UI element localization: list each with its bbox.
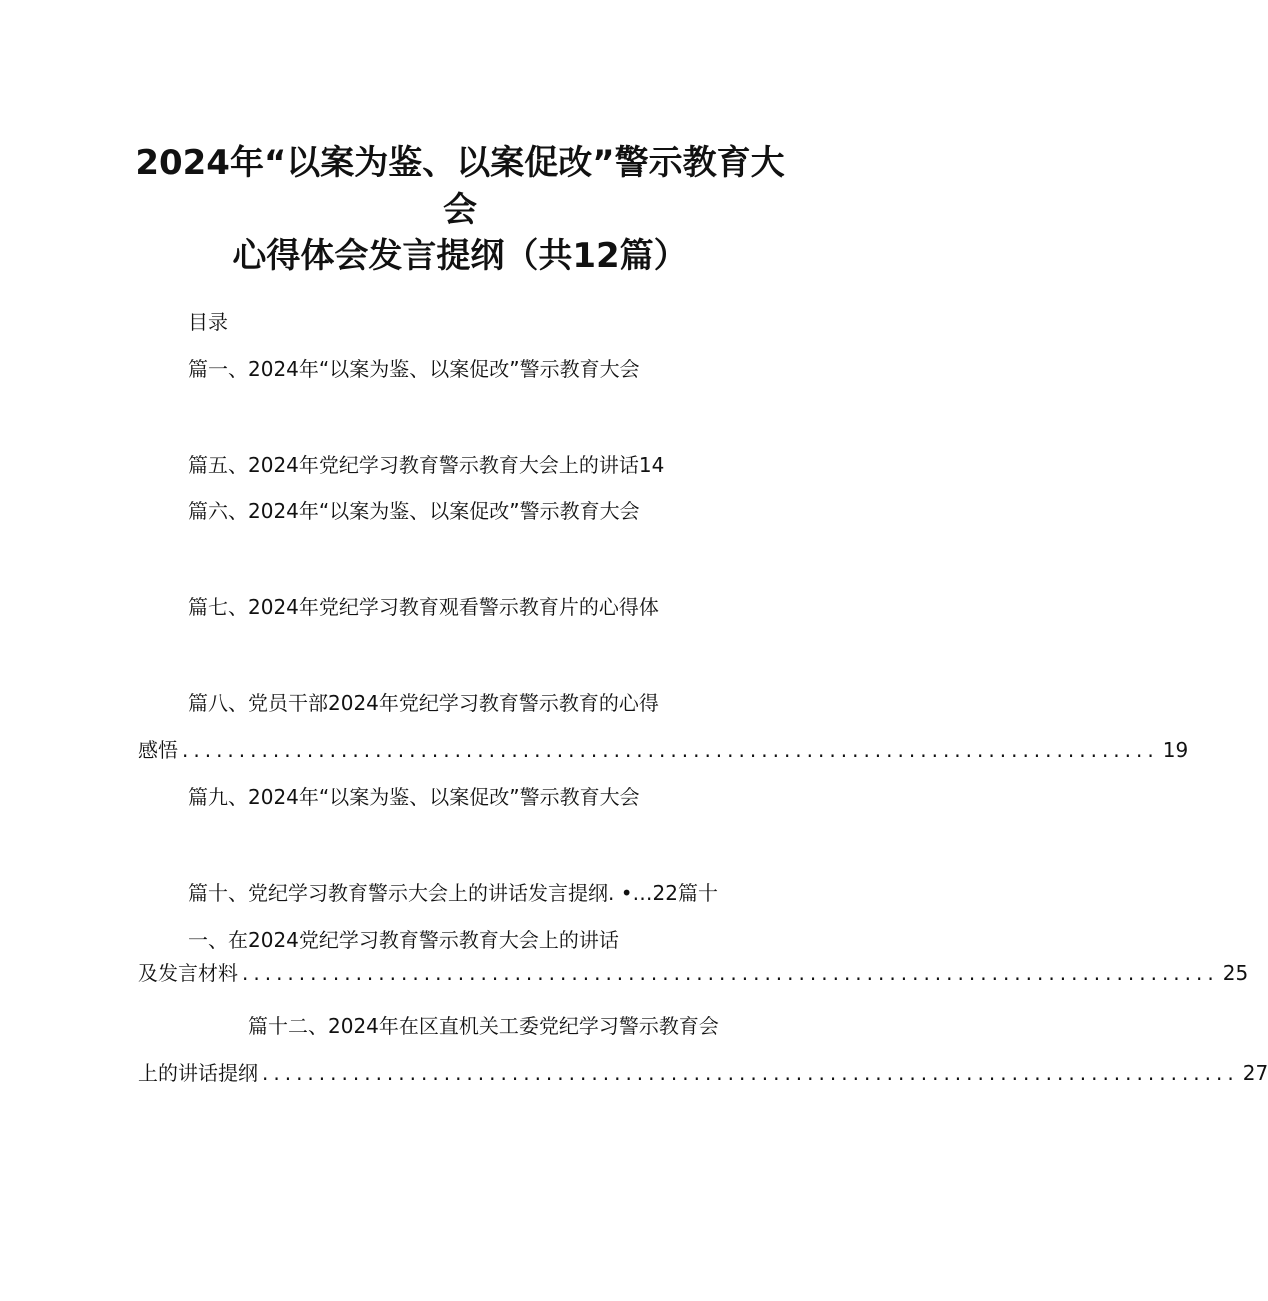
- toc-entry-6: 篇六、2024年“以案为鉴、以案促改”警示教育大会: [188, 499, 640, 523]
- toc-entry-12: 篇十二、2024年在区直机关工委党纪学习警示教育会: [248, 1014, 719, 1038]
- toc-entry-10: 篇十、党纪学习教育警示大会上的讲话发言提纲. •…22篇十: [188, 881, 718, 905]
- toc-entry-label: 及发言材料: [138, 961, 238, 985]
- toc-entry-11: 一、在2024党纪学习教育警示教育大会上的讲话: [188, 928, 619, 952]
- toc-entry-1: 篇一、2024年“以案为鉴、以案促改”警示教育大会: [188, 357, 640, 381]
- title-line-2: 会: [443, 190, 477, 230]
- page-number: 19: [1162, 738, 1189, 762]
- leader-dots: ......................................................................................: [262, 1061, 1239, 1085]
- toc-entry-8: 篇八、党员干部2024年党纪学习教育警示教育的心得: [188, 691, 659, 715]
- title-line-1: 2024年“以案为鉴、以案促改”警示教育大: [135, 143, 785, 183]
- page-number: 25: [1222, 961, 1249, 985]
- leader-dots: ......................................................................................: [242, 961, 1219, 985]
- page-number: 27: [1242, 1061, 1268, 1085]
- toc-entry-12-continuation: [138, 1057, 1268, 1086]
- toc-entry-5: 篇五、2024年党纪学习教育警示教育大会上的讲话14: [188, 453, 665, 477]
- leader-dots: ......................................................................................: [182, 738, 1159, 762]
- toc-heading: 目录: [188, 310, 228, 334]
- toc-entry-8-continuation: [138, 734, 1189, 763]
- title-line-3: 心得体会发言提纲（共12篇）: [232, 236, 688, 276]
- toc-entry-7: 篇七、2024年党纪学习教育观看警示教育片的心得体: [188, 595, 659, 619]
- toc-entry-label: 感悟: [138, 738, 178, 762]
- toc-entry-11-continuation: [138, 957, 1249, 986]
- toc-entry-label: 上的讲话提纲: [138, 1061, 258, 1085]
- toc-entry-9: 篇九、2024年“以案为鉴、以案促改”警示教育大会: [188, 785, 640, 809]
